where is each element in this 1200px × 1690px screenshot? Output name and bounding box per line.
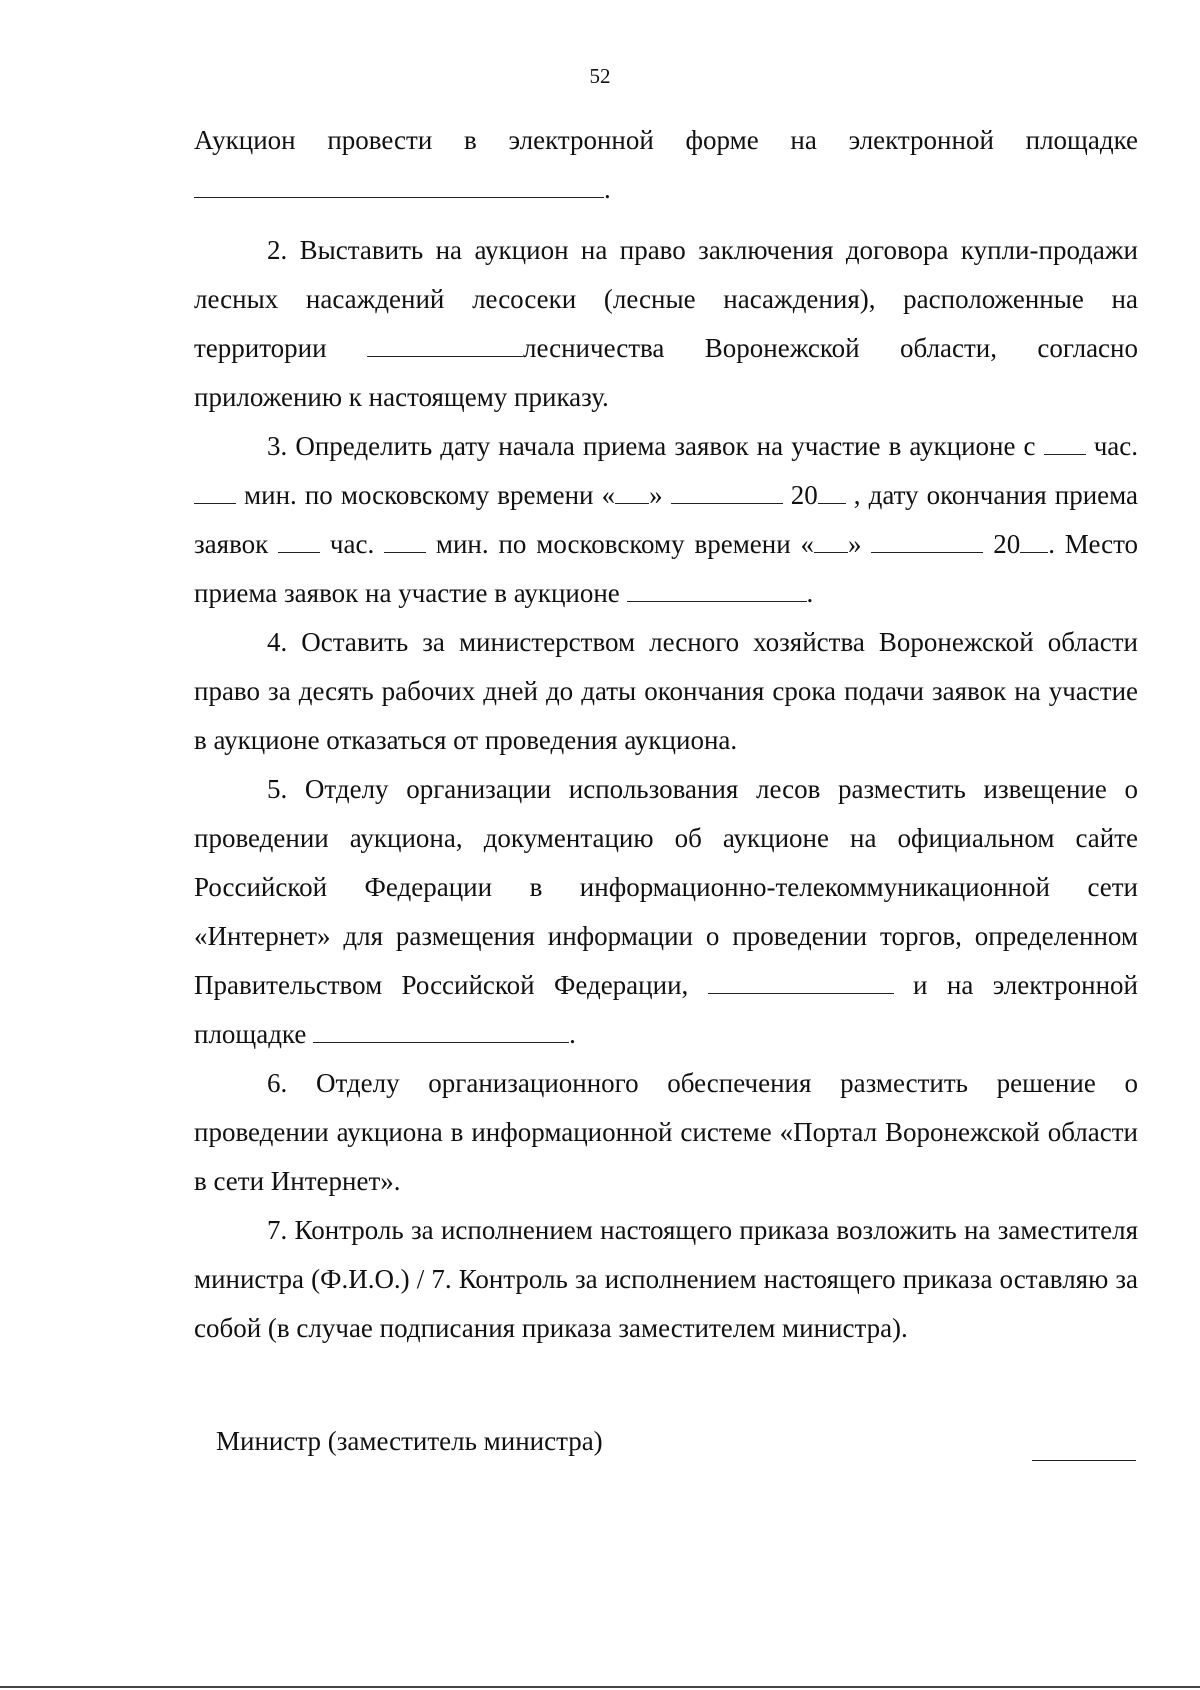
p3-text-e: 20 — [782, 480, 818, 510]
period: . — [604, 174, 611, 204]
p3-text-d: » — [649, 480, 671, 510]
forestry-blank — [367, 332, 523, 357]
end-hour-blank — [278, 528, 320, 553]
start-minute-blank — [194, 479, 236, 504]
paragraph-2-text-a: 2. Выставить на аукцион на право заключения договора купли-продажи лесных насаждений лесосеки (лесные насаждения), расположенные на территории — [194, 235, 1138, 363]
p3-text-i: » — [848, 529, 872, 559]
page-bottom-rule — [0, 1686, 1200, 1688]
p3-text-l: . — [806, 578, 814, 608]
paragraph-6: 6. Отделу организационного обеспечения разместить решение о проведении аукциона в информационной системе «Портал Воронежской области в сети Интернет». — [194, 1068, 1138, 1196]
end-month-blank — [871, 528, 983, 553]
p3-text-g: час. — [320, 529, 385, 559]
p3-text-f: , дату окончания приема заявок — [194, 480, 1139, 559]
electronic-platform-blank — [313, 1018, 569, 1043]
p3-text-a: 3. Определить дату начала приема заявок на участие в аукционе с — [267, 431, 1044, 461]
start-hour-blank — [1044, 430, 1086, 455]
official-site-blank — [708, 969, 894, 994]
signature-title: Министр (заместитель министра) — [216, 1426, 603, 1456]
p3-text-b: час. — [1085, 431, 1139, 461]
paragraph-3 — [194, 422, 1138, 618]
page-number: 52 — [589, 64, 611, 88]
start-month-blank — [671, 479, 783, 504]
paragraph-5-text-b: и на электронной площадке — [194, 970, 1138, 1049]
platform-blank — [194, 173, 604, 198]
start-year-blank — [818, 479, 846, 504]
paragraph-2-text-b: лесничества Воронежской области, согласно приложению к настоящему приказу. — [194, 333, 1138, 412]
start-day-blank — [615, 479, 649, 504]
end-minute-blank — [384, 528, 426, 553]
paragraph-1-line: Аукцион провести в электронной форме на электронной площадке — [194, 125, 1138, 155]
signature-line — [1032, 1460, 1136, 1461]
paragraph-2 — [194, 226, 1138, 422]
paragraph-1-blank-line — [194, 165, 1138, 214]
end-year-blank — [1020, 528, 1048, 553]
application-place-blank — [627, 577, 807, 602]
p3-text-h: мин. по московскому времени « — [426, 529, 815, 559]
end-day-blank — [814, 528, 848, 553]
paragraph-7: 7. Контроль за исполнением настоящего приказа возложить на заместителя министра (Ф.И.О.) / 7. Контроль за исполнением настоящего приказа оставляю за собой (в случае подписания приказа заместителем министра). — [194, 1215, 1138, 1343]
p3-text-c: мин. по московскому времени « — [236, 480, 616, 510]
paragraph-5-text-a: 5. Отделу организации использования лесов разместить извещение о проведении аукциона, документацию об аукционе на официальном сайте Российской Федерации в информационно-телекоммуникационной сети «Интернет» для размещения информации о проведении торгов, определенном Правительством Российской Федерации, — [194, 774, 1138, 1000]
p3-text-j: 20 — [983, 529, 1021, 559]
paragraph-4: 4. Оставить за министерством лесного хозяйства Воронежской области право за десять рабочих дней до даты окончания срока подачи заявок на участие в аукционе отказаться от проведения аукциона. — [194, 627, 1138, 755]
paragraph-5-text-c: . — [569, 1019, 576, 1049]
document-body — [194, 116, 1138, 1353]
p3-text-k: . Место приема заявок на участие в аукционе — [194, 529, 1139, 608]
paragraph-5 — [194, 765, 1138, 1059]
